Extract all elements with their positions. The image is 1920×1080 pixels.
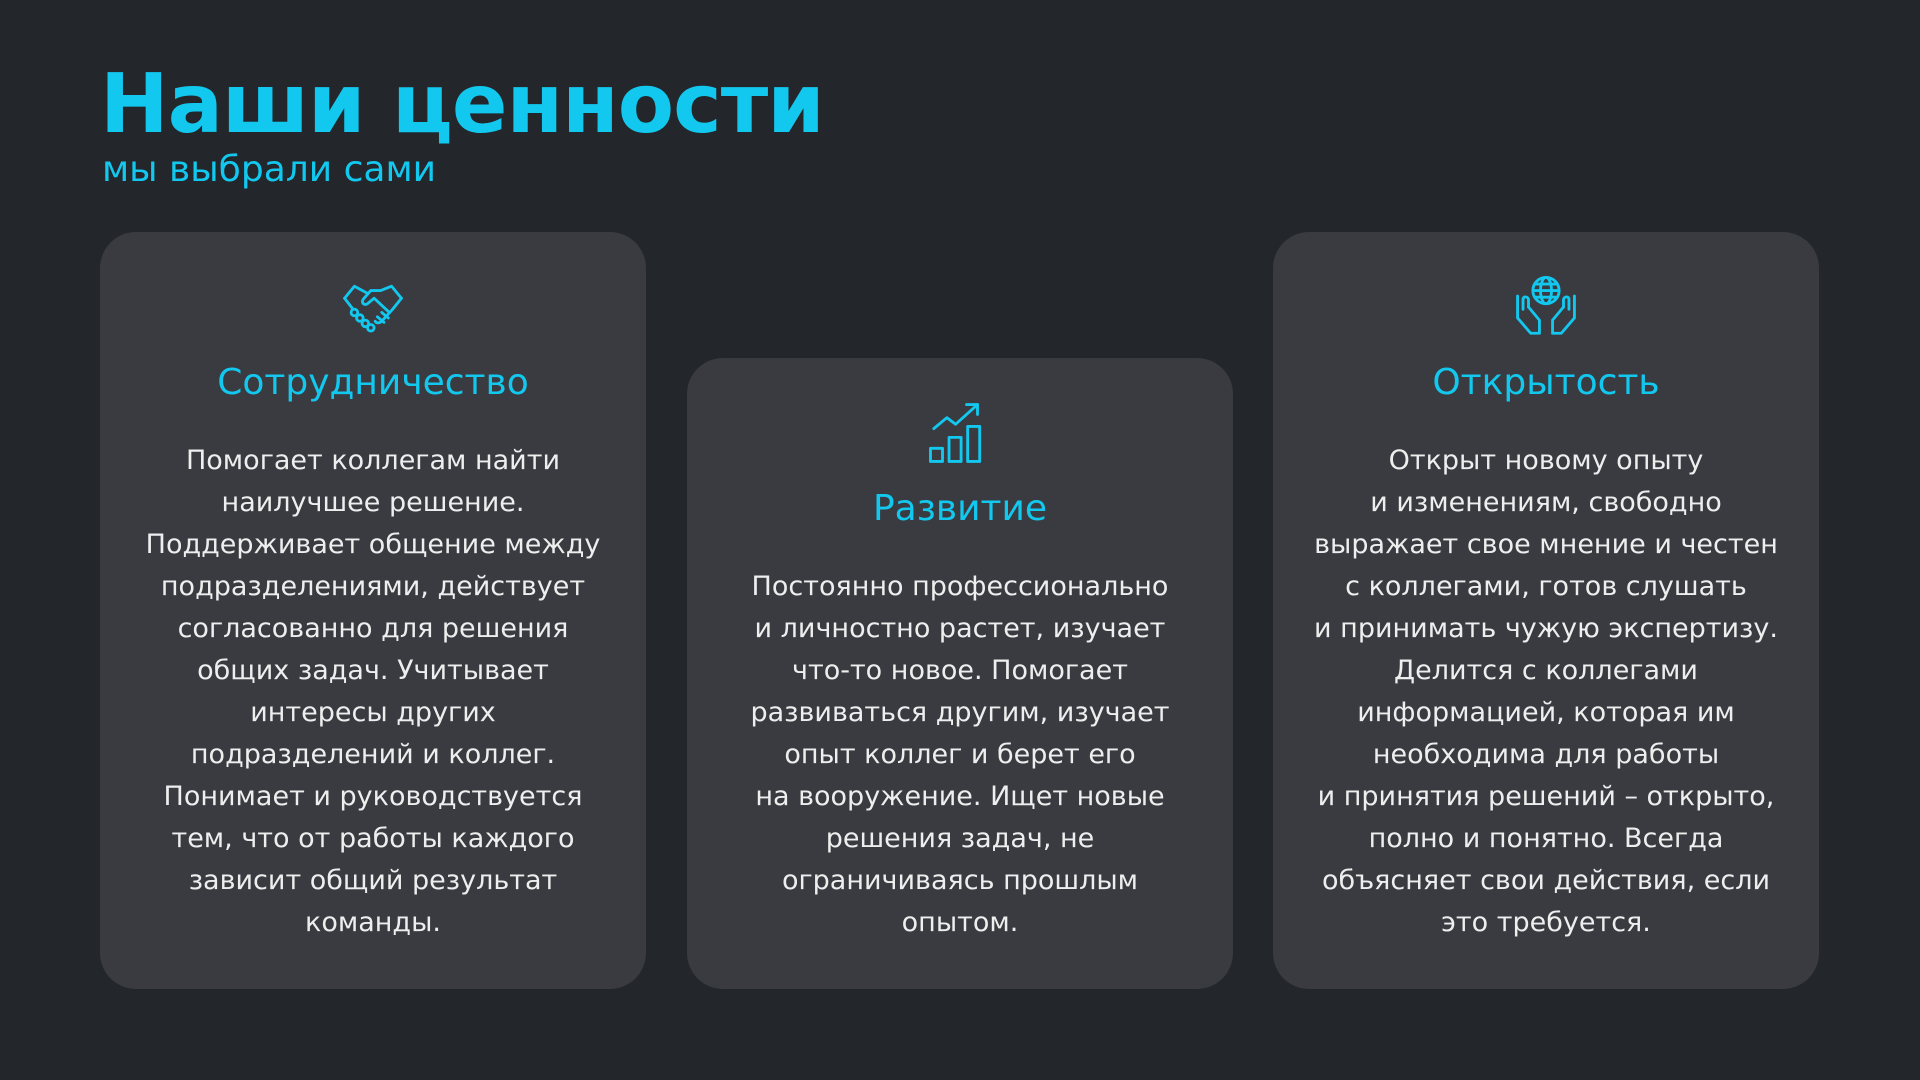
text-line: и принимать чужую экспертизу. [1314, 613, 1778, 644]
text-line: на вооружение. Ищет новые [755, 781, 1165, 812]
value-card-cooperation [100, 232, 646, 989]
text-line: с коллегами, готов слушать [1345, 571, 1747, 602]
text-line: Поддерживает общение между [145, 529, 601, 560]
card-title: Открытость [1432, 362, 1660, 403]
text-line: наилучшее решение. [221, 487, 525, 518]
text-line: развиваться другим, изучает [750, 697, 1170, 728]
text-line: опыт коллег и берет его [784, 739, 1136, 770]
text-line: и принятия решений – открыто, [1317, 781, 1775, 812]
text-line: согласованно для решения [177, 613, 569, 644]
card-description [1294, 440, 1798, 944]
text-line: опытом. [901, 907, 1019, 938]
text-line: решения задач, не [825, 823, 1095, 854]
text-line: интересы других [250, 697, 496, 728]
text-line: ограничиваясь прошлым [781, 865, 1139, 896]
text-line: общих задач. Учитывает [197, 655, 549, 686]
text-line: объясняет свои действия, если [1321, 865, 1771, 896]
text-line: информацией, которая им [1357, 697, 1735, 728]
globe-hands-icon [1511, 272, 1581, 342]
card-title: Развитие [872, 488, 1048, 529]
text-line: выражает свое мнение и честен [1314, 529, 1778, 560]
card-description [730, 566, 1189, 944]
text-line: подразделений и коллег. [190, 739, 556, 770]
page-title: Наши ценности [100, 57, 824, 152]
text-line: Понимает и руководствуется [163, 781, 583, 812]
text-line: Открыт новому опыту [1388, 445, 1704, 476]
text-line: тем, что от работы каждого [171, 823, 575, 854]
text-line: Постоянно профессионально [751, 571, 1169, 602]
card-description [126, 440, 621, 944]
card-title: Сотрудничество [217, 362, 529, 403]
value-card-openness [1273, 232, 1819, 989]
value-card-development [687, 358, 1233, 989]
text-line: что-то новое. Помогает [792, 655, 1128, 686]
text-line: команды. [305, 907, 441, 938]
text-line: полно и понятно. Всегда [1368, 823, 1724, 854]
text-line: это требуется. [1441, 907, 1651, 938]
text-line: подразделениями, действует [160, 571, 586, 602]
text-line: и изменениям, свободно [1370, 487, 1722, 518]
handshake-icon [338, 272, 408, 342]
page-subtitle: мы выбрали сами [102, 149, 437, 190]
text-line: зависит общий результат [188, 865, 558, 896]
text-line: необходима для работы [1372, 739, 1720, 770]
text-line: и личностно растет, изучает [754, 613, 1166, 644]
text-line: Помогает коллегам найти [185, 445, 561, 476]
text-line: Делится с коллегами [1394, 655, 1698, 686]
growth-chart-icon [925, 398, 995, 468]
